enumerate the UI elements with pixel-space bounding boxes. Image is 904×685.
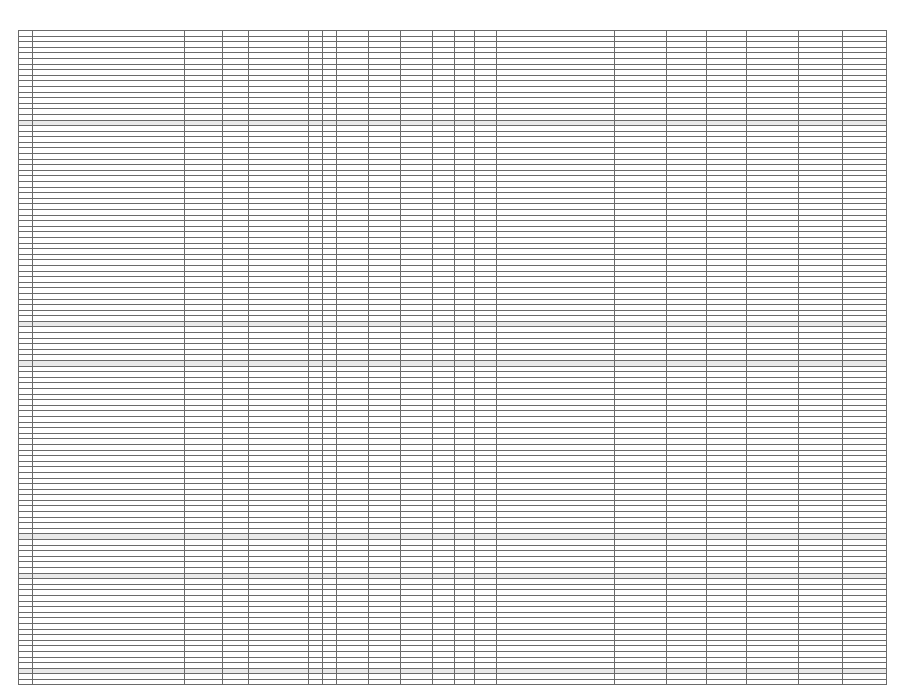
table-body <box>19 31 887 685</box>
table-cell <box>249 679 309 685</box>
table-cell <box>843 679 887 685</box>
table-cell <box>747 679 799 685</box>
table-cell <box>401 679 433 685</box>
table-cell <box>19 679 33 685</box>
table-cell <box>799 679 843 685</box>
document-sheet <box>18 30 886 685</box>
table-cell <box>615 679 667 685</box>
table-cell <box>323 679 337 685</box>
housing-register-table <box>18 30 887 685</box>
table-cell <box>369 679 401 685</box>
table-cell <box>475 679 497 685</box>
table-row <box>19 679 887 685</box>
table-cell <box>309 679 323 685</box>
table-cell <box>185 679 223 685</box>
table-cell <box>667 679 707 685</box>
table-cell <box>497 679 615 685</box>
table-cell <box>337 679 369 685</box>
table-cell <box>223 679 249 685</box>
table-cell <box>433 679 455 685</box>
table-cell <box>33 679 185 685</box>
table-cell <box>455 679 475 685</box>
page-number <box>0 4 904 10</box>
table-cell <box>707 679 747 685</box>
